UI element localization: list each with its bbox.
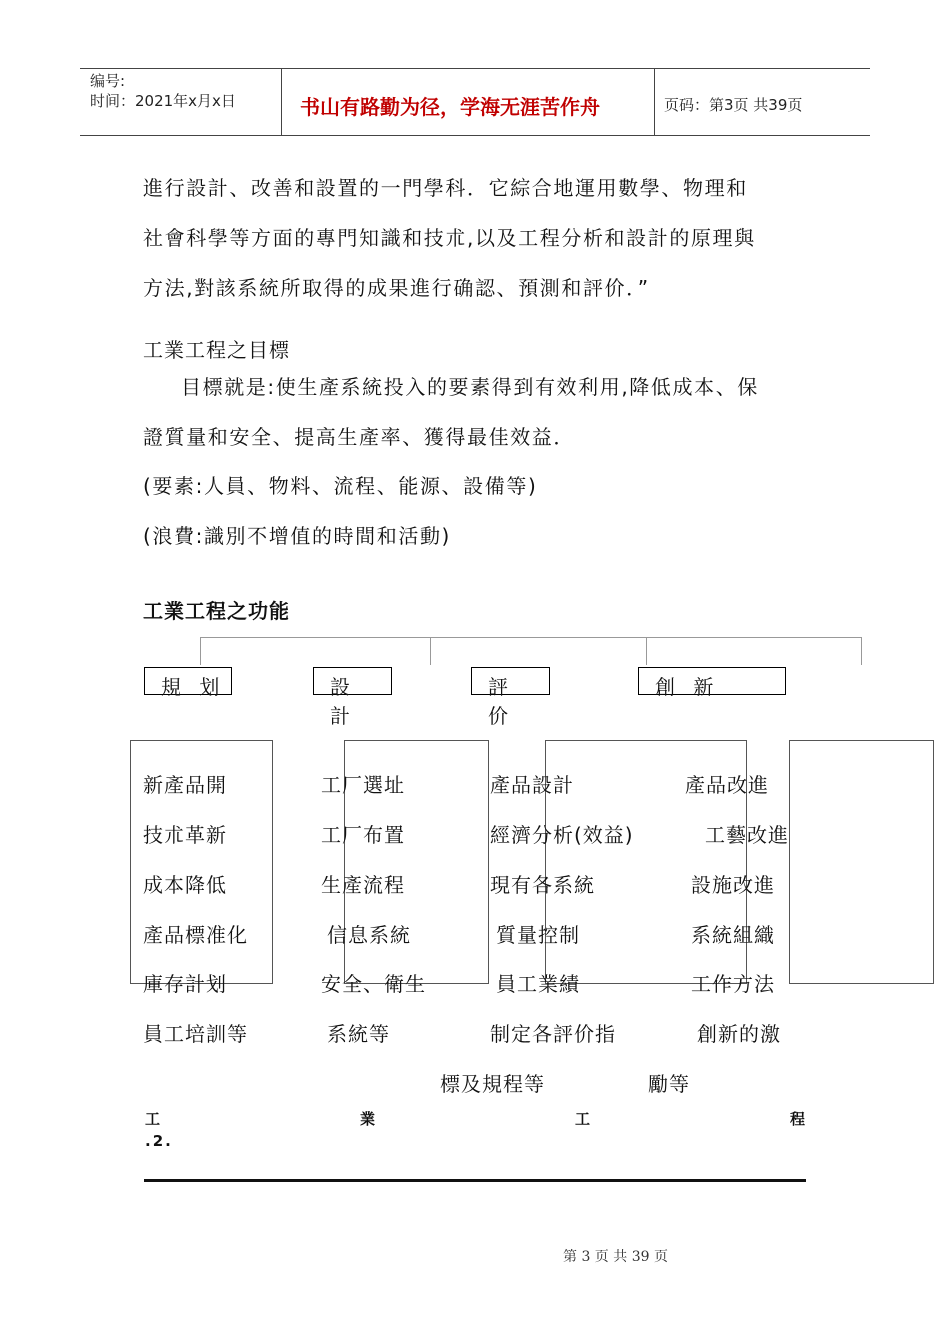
list-item: 成本降低 [143,873,227,897]
list-item: 標及規程等 [440,1072,545,1096]
box-design [313,667,392,728]
goal-line-1: 目標就是:使生產系統投入的要素得到有效利用,降低成本、保 [181,375,759,399]
box-innovation-label: 創 新 [655,675,720,699]
paragraph-line-2: 社會科學等方面的專門知識和技朮,以及工程分析和設計的原理與 [143,226,756,250]
list-item: 技朮革新 [143,823,227,847]
list-item: 員工培訓等 [143,1022,248,1046]
box-planning-label: 規 划 [161,675,226,699]
box-evaluation [471,667,550,728]
list-item: 工厂選址 [321,773,405,797]
paragraph-line-1: 進行設計、改善和設置的一門學科．它綜合地運用數學、物理和 [143,176,748,200]
list-item: 新產品開 [143,773,227,797]
header-top-border [80,68,870,69]
box-planning [144,667,232,699]
list-item: 設施改進 [691,873,775,897]
header-number-label: 编号: [90,72,126,90]
connector-drop-3 [646,637,647,665]
header-time-label: 时间：2021年x月x日 [90,92,236,110]
header-divider-right [654,68,655,136]
list-item: 現有各系統 [490,873,595,897]
list-item: 制定各評价指 [490,1022,616,1046]
header-motto: 书山有路勤为径，学海无涯苦作舟 [300,95,600,119]
list-item: 工藝改進 [705,823,789,847]
list-item: 產品設計 [490,773,574,797]
list-item: 勵等 [648,1072,690,1096]
spread-char-3: 工 [575,1110,591,1128]
section-title-goal: 工業工程之目標 [143,338,290,362]
footer-page-number: 第 3 页 共 39 页 [563,1249,668,1265]
list-item: 系統組織 [691,923,775,947]
list-item: 工厂布置 [321,823,405,847]
goal-note-elements: (要素:人員、物料、流程、能源、設備等) [143,474,538,498]
box-evaluation-label: 評 价 [488,675,514,728]
panel-innovation [789,740,934,984]
list-item: 庫存計划 [143,972,227,996]
header-divider-left [281,68,282,136]
list-item: 創新的激 [697,1022,781,1046]
list-item: 系統等 [327,1022,390,1046]
list-item: 生產流程 [321,873,405,897]
spread-char-4: 程 [790,1110,806,1128]
connector-drop-1 [200,637,201,665]
list-item: 安全、衛生 [321,972,426,996]
box-innovation [638,667,786,699]
page-mark: .2. [145,1132,173,1150]
connector-drop-2 [430,637,431,665]
list-item: 經濟分析(效益) [490,823,634,847]
box-design-label: 設 計 [330,675,356,728]
list-item: 信息系統 [327,923,411,947]
spread-char-2: 業 [360,1110,376,1128]
goal-line-2: 證質量和安全、提高生產率、獲得最佳效益． [143,425,575,449]
separator-rule [144,1179,806,1182]
connector-drop-4 [861,637,862,665]
list-item: 產品標准化 [143,923,248,947]
spread-char-1: 工 [145,1110,161,1128]
list-item: 員工業績 [496,972,580,996]
list-item: 產品改進 [685,773,769,797]
header-page-info: 页码：第3页 共39页 [664,96,803,114]
header-bottom-border [80,135,870,136]
paragraph-line-3: 方法,對該系統所取得的成果進行确認、預測和評价．” [143,276,650,300]
goal-note-waste: (浪費:識別不增值的時間和活動) [143,524,451,548]
section-title-function: 工業工程之功能 [143,599,290,623]
list-item: 質量控制 [496,923,580,947]
connector-horizontal [200,637,862,638]
list-item: 工作方法 [691,972,775,996]
